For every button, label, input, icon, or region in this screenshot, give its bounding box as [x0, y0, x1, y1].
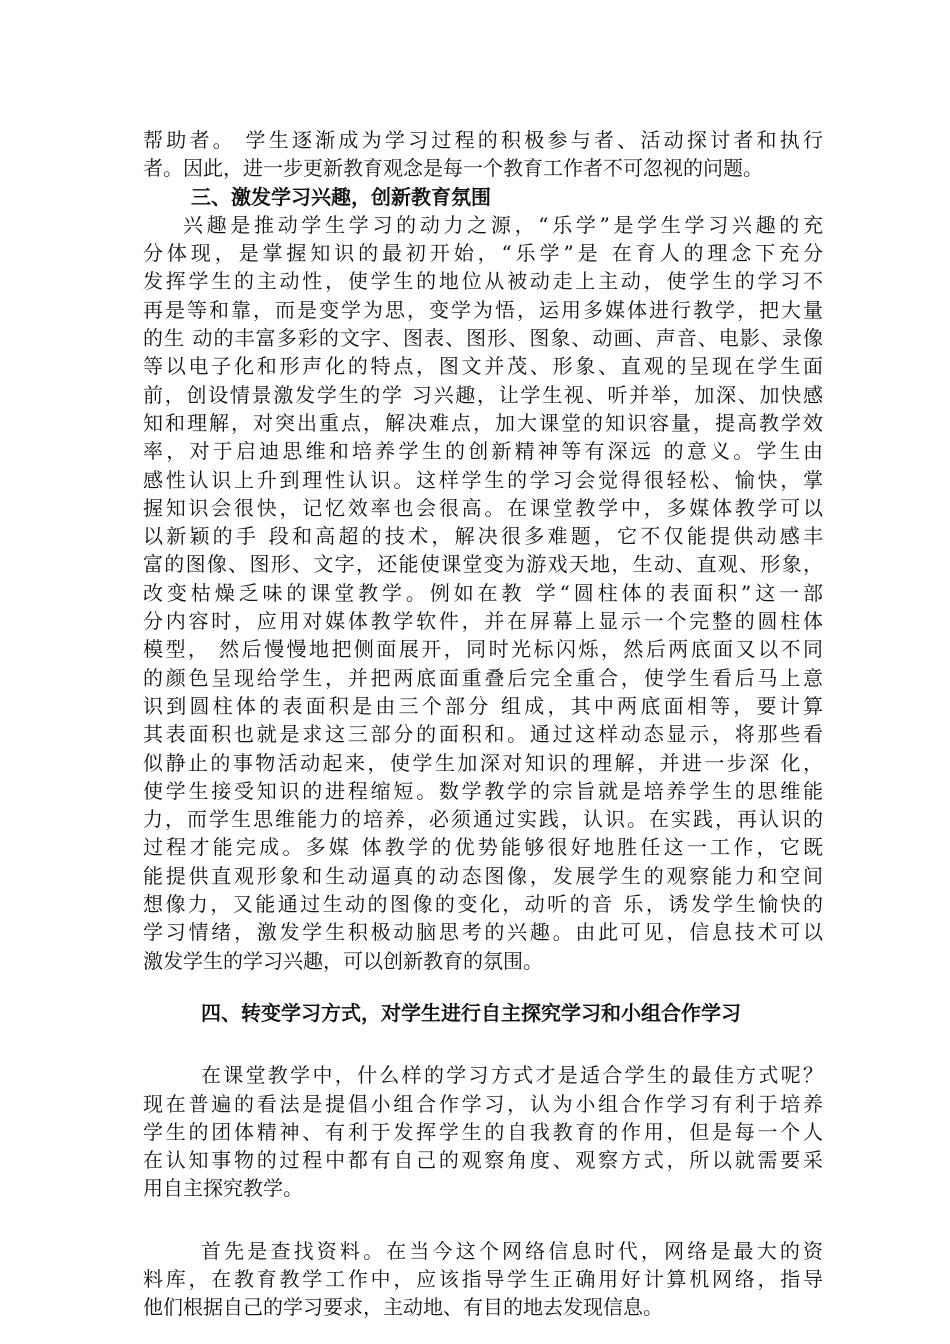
text-line: 力，而学生思维能力的培养，必须通过实践，认识。在实践，再认识的	[143, 807, 823, 832]
text-line: 握知识会很快，记忆效率也会很高。在课堂教学中，多媒体教学可以	[143, 495, 823, 520]
text-line: 模型， 然后慢慢地把侧面展开，同时光标闪烁，然后两底面又以不同	[143, 637, 823, 662]
section-heading-4: 四、转变学习方式，对学生进行自主探究学习和小组合作学习	[201, 1000, 741, 1025]
text-line: 帮助者。 学生逐渐成为学习过程的积极参与者、活动探讨者和执行	[143, 128, 823, 152]
section-3-paragraph	[143, 211, 823, 975]
text-line: 学习情绪，激发学生积极动脑思考的兴趣。由此可见，信息技术可以	[143, 920, 823, 945]
text-line: 似静止的事物活动起来，使学生加深对知识的理解，并进一步深 化，	[143, 750, 823, 775]
text-line: 率，对于启迪思维和培养学生的创新精神等有深远 的意义。学生由	[143, 439, 823, 464]
text-line: 的生 动的丰富多彩的文字、图表、图形、图象、动画、声音、电影、录像	[143, 326, 823, 351]
text-line: 在课堂教学中，什么样的学习方式才是适合学生的最佳方式呢？	[201, 1063, 823, 1088]
text-line: 识到圆柱体的表面积是由三个部分 组成，其中两底面相等，要计算	[143, 693, 823, 718]
text-line: 使学生接受知识的进程缩短。数学教学的宗旨就是培养学生的思维能	[143, 778, 823, 803]
text-line: 发挥学生的主动性，使学生的地位从被动走上主动，使学生的学习不	[143, 269, 823, 294]
intro-paragraph	[143, 126, 823, 183]
text-line: 再是等和靠，而是变学为思，变学为悟，运用多媒体进行教学，把大量	[143, 297, 823, 322]
section-4-paragraph-1	[143, 1061, 823, 1202]
text-line: 过程才能完成。多媒 体教学的优势能够很好地胜任这一工作，它既	[143, 835, 823, 860]
text-line: 想像力，又能通过生动的图像的变化，动听的音 乐，诱发学生愉快的	[143, 892, 823, 917]
text-line: 能提供直观形象和生动逼真的动态图像，发展学生的观察能力和空间	[143, 863, 823, 888]
text-line: 分内容时，应用对媒体教学软件，并在屏幕上显示一个完整的圆柱体	[143, 609, 823, 634]
text-line: 料库，在教育教学工作中，应该指导学生正确用好计算机网络，指导	[143, 1266, 823, 1291]
text-line: 学生的团体精神、有利于发挥学生的自我教育的作用，但是每一个人	[143, 1119, 823, 1144]
document-page	[143, 126, 823, 1322]
text-line: 富的图像、图形、文字，还能使课堂变为游戏天地，生动、直观、形象，	[143, 552, 823, 577]
section-4-paragraph-2	[143, 1237, 823, 1322]
text-line: 他们根据自己的学习要求，主动地、有目的地去发现信息。	[143, 1295, 663, 1320]
text-line: 改变枯燥乏味的课堂教学。例如在教 学“圆柱体的表面积”这一部	[143, 580, 823, 605]
text-line: 等以电子化和形声化的特点，图文并茂、形象、直观的呈现在学生面	[143, 354, 823, 379]
text-line: 以新颖的手 段和高超的技术，解决很多难题，它不仅能提供动感丰	[143, 524, 823, 549]
spacer	[143, 1027, 823, 1061]
text-line: 感性认识上升到理性认识。这样学生的学习会觉得很轻松、愉快，掌	[143, 467, 823, 492]
text-line: 前，创设情景激发学生的学 习兴趣，让学生视、听并举，加深、加快感	[143, 382, 823, 407]
text-line: 的颜色呈现给学生，并把两底面重叠后完全重合，使学生看后马上意	[143, 665, 823, 690]
text-line: 者。因此，进一步更新教育观念是每一个教育工作者不可忽视的问题。	[143, 156, 763, 181]
text-line: 首先是查找资料。在当今这个网络信息时代，网络是最大的资	[201, 1238, 823, 1263]
text-line: 用自主探究教学。	[143, 1176, 303, 1201]
text-line: 知和理解，对突出重点，解决难点，加大课堂的知识容量，提高教学效	[143, 410, 823, 435]
text-line: 在认知事物的过程中都有自己的观察角度、观察方式，所以就需要采	[143, 1148, 823, 1173]
text-line: 兴趣是推动学生学习的动力之源，“乐学”是学生学习兴趣的充	[183, 212, 823, 237]
text-line: 其表面积也就是求这三部分的面积和。通过这样动态显示，将那些看	[143, 722, 823, 747]
text-line: 现在普遍的看法是提倡小组合作学习，认为小组合作学习有利于培养	[143, 1091, 823, 1116]
spacer	[143, 1203, 823, 1237]
text-line: 激发学生的学习兴趣，可以创新教育的氛围。	[143, 948, 543, 973]
section-heading-3: 三、激发学习兴趣，创新教育氛围	[191, 184, 491, 209]
text-line: 分体现，是掌握知识的最初开始，“乐学”是 在育人的理念下充分	[143, 241, 823, 266]
